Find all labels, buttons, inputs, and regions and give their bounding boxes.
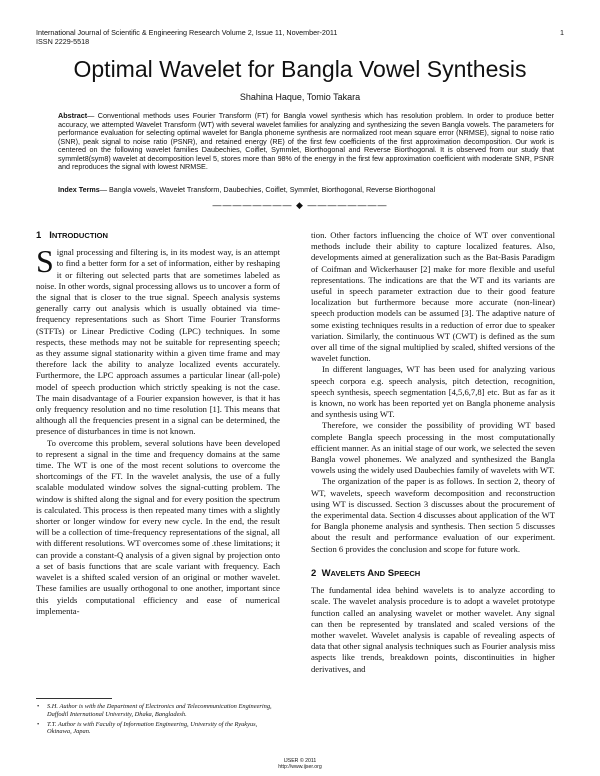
journal-line: International Journal of Scientific & Engineering Research Volume 2, Issue 11, November-2011 xyxy=(36,28,338,37)
section-1-title-rest: NTRODUCTION xyxy=(51,231,108,240)
right-column xyxy=(311,230,555,675)
intro-paragraph-6: The organization of the paper is as follows. In section 2, theory of WT, wavelets, speech waveform decomposition and reconstruction using WT is discussed. Section 3 discusses about the procurement of the experimental data. Section 4 discusses about application of the WT for Bangla phoneme analysis and synthesis. Then section 5 discusses about the result and performance evaluation of our experiment. Section 6 provides the conclusion and scope for future work. xyxy=(311,476,555,554)
intro-paragraph-1 xyxy=(36,243,280,437)
index-terms-text: — Bangla vowels, Wavelet Transform, Daubechies, Coiflet, Symmlet, Biorthogonal, Reverse Biorthogonal xyxy=(99,185,436,194)
page-footer xyxy=(0,758,600,770)
running-header xyxy=(36,28,564,46)
section-2-title-w: W xyxy=(321,567,331,579)
footnote-item: • T.T. Author is with Faculty of Information Engineering, University of the Ryukyus, Okinawa, Japan. xyxy=(36,721,280,737)
intro-paragraph-4: In different languages, WT has been used for analyzing various speech corpora e.g. speech analysis, pitch detection, recognition, speech synthesis, speech segmentation [4,5,6,7,8] etc. But as far as it is known, no work has been reported yet on Bangla phoneme analysis and synthesis using WT. xyxy=(311,364,555,420)
paper-title: Optimal Wavelet for Bangla Vowel Synthesis xyxy=(73,56,527,82)
intro-paragraph-1-text: ignal processing and filtering is, in its modest way, is an attempt to find a better form for a set of information, either by reshaping it or filtering out selected parts that are sometimes labeled as noise. In other words, signal processing allows us to uncover a form of the signal that is closer to the true signal. Speech analysis systems generally carry out analysis which is usually obtained via time-frequency representations such as Short Time Fourier Transforms (STFTs) or Linear Predictive Coding (LPC) techniques. In some respects, these methods may not be suitable for representing speech; as they assume signal stationarity within a given time frame and may therefore lack the ability to analyze localized events accurately. Furthermore, the LPC approach assumes a particular linear (all-pole) model of speech production which strictly speaking is not the case. The main disadvantage of a Fourier expansion however, is that it has only frequency resolution and no time resolution [1]. This means that although all the frequencies present in a signal can be determined, the presence of disturbances in time is not known. xyxy=(36,247,280,437)
section-2-title-s: S xyxy=(385,567,395,579)
abstract-block xyxy=(58,112,554,172)
intro-paragraph-2: To overcome this problem, several solutions have been developed to represent a signal in the time and frequency domains at the same time. The WT is one of the most recent solutions to overcome the shortcomings of the FT. In the wavelet analysis, the use of a fully scalable modulated window solves the signal-cutting problem. The window is shifted along the signal and for every position the spectrum is calculated. This process is then repeated many times with a slightly shorter or longer window for every new cycle. In the end, the result will be a collection of time-frequency representations of the signal, all with different resolutions. WT overcomes some of .these limitations; it can provide a constant-Q analysis of a given signal by projection onto a set of basis functions that are scale variant with frequency. Each wavelet is a shifted scaled version of an original or mother wavelet. These families are usually orthogonal to one another, important since this yields computational efficiency and ease of numerical implementa- xyxy=(36,437,280,616)
index-terms-block xyxy=(58,186,554,195)
intro-paragraph-3: tion. Other factors influencing the choice of WT over conventional methods include their ability to capture localized features. Also, developments aimed at generalization such as the Bat-Basis Paradigm of Coifman and Wickerhauser [2] make for more flexible and useful representations. The indications are that the WT and its variants are useful in speech parameter extraction due to their good feature localization but furthermore because more accurate (non-linear) speech production models can be assumed [3]. The adaptive nature of some existing techniques results in a reduction of error due to speaker variation. Similarly, the continuous WT (CWT) is defined as the sum over all time of the signal multiplied by scaled, shifted versions of the wavelet function. xyxy=(311,230,555,364)
footnote-rule xyxy=(36,698,112,699)
copyright-line: IJSER © 2011 xyxy=(283,758,317,764)
section-2-heading xyxy=(311,568,555,579)
intro-paragraph-5: Therefore, we consider the possibility of providing WT based complete Bangla speech processing in the most computationally efficient manner. As an initial stage of our work, we selected the seven Bangla vowel phonemes. We analyzed and synthesized the Bangla vowels using the widely used Daubechies family of wavelets with WT. xyxy=(311,420,555,476)
footnote-item: • S.H. Author is with the Department of Electronics and Telecommunication Engineering, Daffodil International University, Dhaka, Bangladesh. xyxy=(36,703,280,719)
page-number: 1 xyxy=(560,28,564,37)
section-2-title-avelets: AVELETS xyxy=(330,568,366,578)
footnotes xyxy=(36,703,280,738)
drop-cap: S xyxy=(36,243,54,280)
section-1-number: 1 xyxy=(36,230,42,241)
section-2-title-peech: PEECH xyxy=(394,568,421,578)
issn-line: ISSN 2229-5518 xyxy=(36,37,90,46)
index-terms-label: Index Terms xyxy=(58,185,100,194)
section-2-title-a: A xyxy=(365,567,375,579)
section-1-heading xyxy=(36,230,280,241)
journal-url: http://www.ijser.org xyxy=(278,764,322,770)
section-separator: ———————— ◆ ———————— xyxy=(212,200,388,210)
abstract-label: Abstract xyxy=(58,111,88,120)
left-column xyxy=(36,230,280,617)
author-list: Shahina Haque, Tomio Takara xyxy=(239,92,361,102)
section-1-title-first: I xyxy=(49,230,52,241)
section-2-number: 2 xyxy=(311,567,317,579)
section-2-title-nd: ND xyxy=(374,568,386,578)
abstract-text: — Conventional methods uses Fourier Transform (FT) for Bangla vowel synthesis which has resolution problem. In order to produce better accuracy, we attempted Wavelet Transform (WT) with several wavelet families for analyzing and synthesizing the seven Bangla vowels. The parameters for performance evaluation for selecting optimal wavelet for Bangla phoneme synthesis are normalized root mean square error (NRMSE), signal to noise ratio (SNR), peak signal to noise ratio (PSNR), and retained energy (RE) of the first few coefficients of the first approximation decomposition. Our work is centered on the following wavelet families Daubechies, Coiflet, Symmlet, Biorthogonal and Reverse Biorthogonal. It is observed from our study that symmlet8(sym8) wavelet at decomposition level 5, stores more than 98% of the energy in the first few approximation coefficient with moderate SNR, PSNR and reproduces the signal with lowest NRMSE. xyxy=(58,111,554,172)
section-2-paragraph-1: The fundamental idea behind wavelets is to analyze according to scale. The wavelet analysis procedure is to adopt a wavelet prototype function called an analysing wavelet or mother wavelet. Any signal can then be represented by translated and scaled versions of the mother wavelet. Wavelet analysis is capable of revealing aspects of data that other signal analysis techniques such as Fourier analysis miss aspects like trends, breakdown points, discontinuities in higher derivatives, and xyxy=(311,585,555,674)
